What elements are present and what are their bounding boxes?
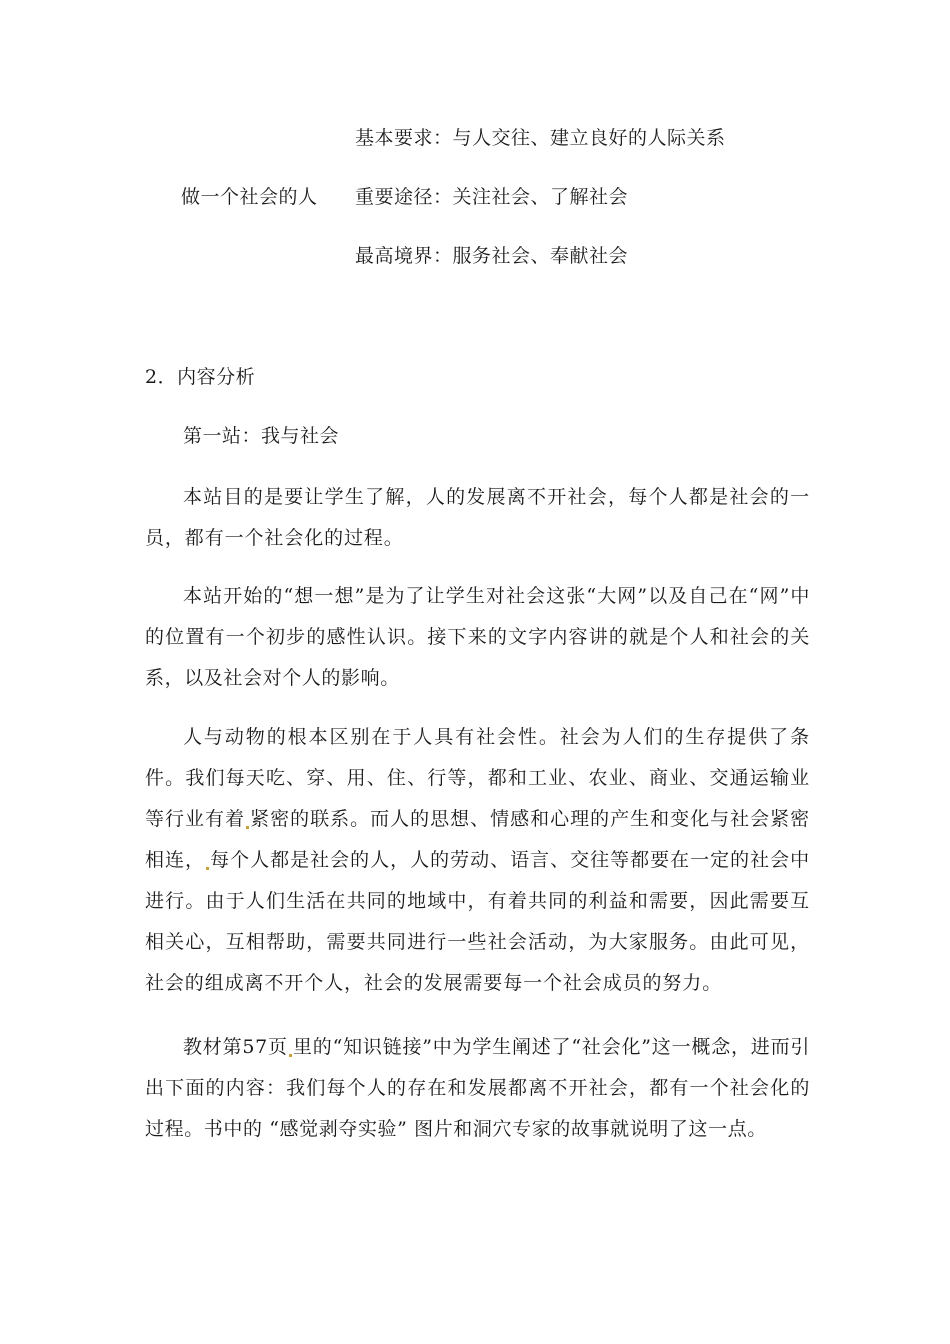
annotation-mark <box>289 1054 292 1057</box>
paragraph-socialization <box>145 1027 810 1150</box>
paragraph-text: 里的“知识链接”中为学生阐述了“社会化”这一概念，进而引出下面的内容：我们每个人的存在和发展都离不开社会，都有一个社会化的过程。书中的 “感觉剥夺实验” 图片和洞穴专家的故事就说明了这一点。 <box>145 1036 811 1140</box>
paragraph-text: 紧密的联系。而人的思想、情感和心理的产生和变化与社会紧密相连， <box>145 808 810 871</box>
station-title: 第一站：我与社会 <box>183 425 340 447</box>
diagram-branch-path: 重要途径：关注社会、了解社会 <box>355 186 629 208</box>
section-heading: 2．内容分析 <box>145 366 256 388</box>
paragraph-text: 教材第57页 <box>183 1036 288 1058</box>
paragraph-text: 每个人都是社会的人，人的劳动、语言、交往等都要在一定的社会中进行。由于人们生活在共同的地域中，有着共同的利益和需要，因此需要互相关心，互相帮助，需要共同进行一些社会活动，为大家服务。由此可见，社会的组成离不开个人，社会的发展需要每一个社会成员的努力。 <box>145 849 810 994</box>
diagram-root: 做一个社会的人 <box>181 186 318 208</box>
annotation-mark <box>246 826 249 829</box>
annotation-mark <box>206 867 209 870</box>
paragraph-social-nature <box>145 717 810 1004</box>
paragraph-purpose: 本站目的是要让学生了解，人的发展离不开社会，每个人都是社会的一员，都有一个社会化的过程。 <box>145 486 810 549</box>
paragraph-think: 本站开始的“想一想”是为了让学生对社会这张“大网”以及自己在“网”中的位置有一个初步的感性认识。接下来的文字内容讲的就是个人和社会的关系，以及社会对个人的影响。 <box>145 585 810 689</box>
diagram-branch-basic: 基本要求：与人交往、建立良好的人际关系 <box>355 127 726 149</box>
diagram-branch-highest: 最高境界：服务社会、奉献社会 <box>355 245 629 267</box>
paragraph-text: 人与动物的根本区别在于人具有社会性。社会为人们的生存提供了条件。我们每天吃、穿、用、住、行等，都和工业、农业、商业、交通运输业等行业有着 <box>145 726 810 830</box>
